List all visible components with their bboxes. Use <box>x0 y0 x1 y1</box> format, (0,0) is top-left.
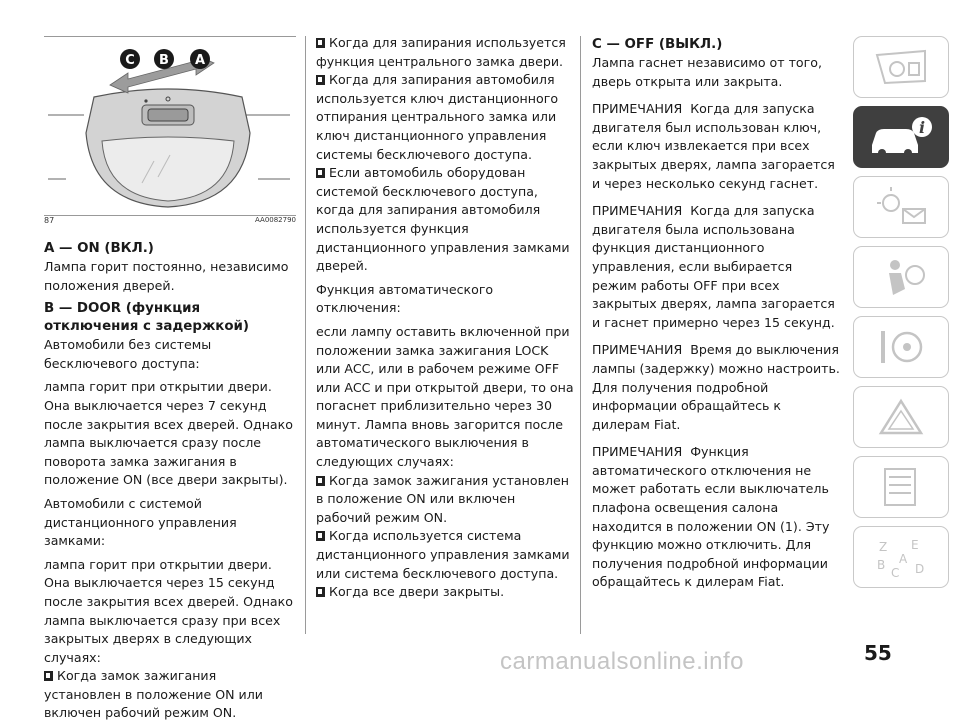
svg-text:C: C <box>891 566 900 579</box>
note-2: ПРИМЕЧАНИЯ Когда для запуска двигателя была использована функция дистанционного управления, если выбирается режим работы OFF при всех закрытых дверях, лампа загорается и гаснет примерно через 15 секунд. <box>592 203 835 330</box>
svg-text:A: A <box>899 552 908 566</box>
svg-text:i: i <box>918 118 926 137</box>
warning-triangle-icon <box>871 395 931 439</box>
column-divider <box>580 36 581 634</box>
checkbox-bullet-icon <box>44 671 53 681</box>
b-text-2: лампа горит при открытии двери. Она выключается через 15 секунд после закрытия всех дверей. Однако лампа выключается сразу при всех закрытых дверях в следующих случаях: <box>44 556 293 665</box>
steering-wrench-icon <box>871 325 931 369</box>
heading-a-on: A — ON (ВКЛ.) <box>44 241 154 256</box>
page-number: 55 <box>864 641 892 665</box>
checkbox-bullet-icon <box>316 476 325 486</box>
tab-emergency[interactable] <box>853 386 949 448</box>
column-1 <box>44 240 296 728</box>
list-item: Когда используется система дистанционного управления замками или система бесключевого доступа. <box>316 528 570 581</box>
note-3: ПРИМЕЧАНИЯ Время до выключения лампы (задержку) можно настроить. Для получения подробной информации обращайтесь к дилерам Fiat. <box>592 342 840 432</box>
tab-driving[interactable] <box>853 316 949 378</box>
car-info-icon <box>866 113 936 161</box>
car-dashboard-icon <box>871 45 931 89</box>
tab-maintenance[interactable] <box>853 456 949 518</box>
airbag-person-icon <box>871 255 931 299</box>
column-3 <box>592 36 840 601</box>
checkbox-bullet-icon <box>316 587 325 597</box>
checkbox-bullet-icon <box>316 75 325 85</box>
list-item: Когда для запирания автомобиля используется ключ дистанционного отпирания центрального замка или ключ дистанционного управления системы бесключевого доступа. <box>316 72 559 162</box>
note-4: ПРИМЕЧАНИЯ Функция автоматического отключения не может работать если выключатель плафона освещения салона находится в положении ON (1). Эту функцию можно отключить. Для получения подробной информации обращайтесь к дилерам Fiat. <box>592 444 830 590</box>
tab-index[interactable] <box>853 526 949 588</box>
c-text: Лампа гаснет независимо от того, дверь открыта или закрыта. <box>592 55 822 89</box>
svg-text:E: E <box>911 538 919 552</box>
column-2 <box>316 34 574 607</box>
position-label-c <box>120 49 140 69</box>
list-item: Когда все двери закрыты. <box>316 583 574 602</box>
b-intro: Автомобили без системы бесключевого доступа: <box>44 337 212 371</box>
watermark: carmanualsonline.info <box>500 648 744 675</box>
column-divider <box>305 36 306 634</box>
b-intro-2: Автомобили с системой дистанционного управления замками: <box>44 495 237 549</box>
dome-lamp-figure <box>44 36 296 216</box>
tab-lights[interactable] <box>853 176 949 238</box>
checkbox-bullet-icon <box>316 531 325 541</box>
figure-number: 87 <box>44 216 55 225</box>
list-item: Если автомобиль оборудован системой бесключевого доступа, когда для запирания автомобиля используется функция дистанционного управления замками дверей. <box>316 165 570 274</box>
heading-c-off: C — OFF (ВЫКЛ.) <box>592 37 723 52</box>
lights-mail-icon <box>871 185 931 229</box>
svg-text:Z: Z <box>879 540 888 554</box>
checkbox-bullet-icon <box>316 168 325 178</box>
figure-caption <box>44 216 296 225</box>
tab-car-info[interactable] <box>853 106 949 168</box>
list-item: Когда замок зажигания установлен в положение ON или включен рабочий режим ON. <box>316 472 570 525</box>
svg-text:C: C <box>125 53 135 68</box>
auto-off-text: если лампу оставить включенной при положении замка зажигания LOCK или ACC, или в рабочем режиме OFF или ACC и при открытой двери, то она погаснет приблизительно через 30 минут. Лампа вновь загорится после автоматического выключения в следующих случаях: <box>316 323 574 470</box>
dome-lamp-illustration <box>44 37 296 215</box>
b-text-1: лампа горит при открытии двери. Она выключается через 7 секунд после закрытия всех дверей. Однако лампа выключается сразу после поворота замка зажигания в положение ON (все двери закрыты). <box>44 379 293 488</box>
position-label-a <box>190 49 210 69</box>
tab-safety[interactable] <box>853 246 949 308</box>
tab-dashboard[interactable] <box>853 36 949 98</box>
svg-text:B: B <box>159 53 169 68</box>
list-item: Когда для запирания используется функция центрального замка двери. <box>316 35 566 69</box>
note-1: ПРИМЕЧАНИЯ Когда для запуска двигателя был использован ключ, если ключ извлекается при всех закрытых дверях, лампа загорается и через несколько секунд гаснет. <box>592 101 835 191</box>
svg-text:A: A <box>194 53 206 68</box>
auto-off-heading: Функция автоматического отключения: <box>316 281 494 316</box>
alphabet-index-icon <box>871 535 931 579</box>
checklist-icon <box>871 465 931 509</box>
a-text: Лампа горит постоянно, независимо положения дверей. <box>44 259 289 293</box>
position-label-b <box>154 49 174 69</box>
checkbox-bullet-icon <box>316 38 325 48</box>
heading-b-door: B — DOOR (функция отключения с задержкой) <box>44 301 250 335</box>
svg-text:B: B <box>877 558 886 572</box>
list-item: Когда замок зажигания установлен в положение ON или включен рабочий режим ON. <box>44 668 263 721</box>
svg-text:D: D <box>915 562 925 576</box>
chapter-tabs <box>853 36 950 596</box>
figure-code: AA0082790 <box>255 216 296 224</box>
